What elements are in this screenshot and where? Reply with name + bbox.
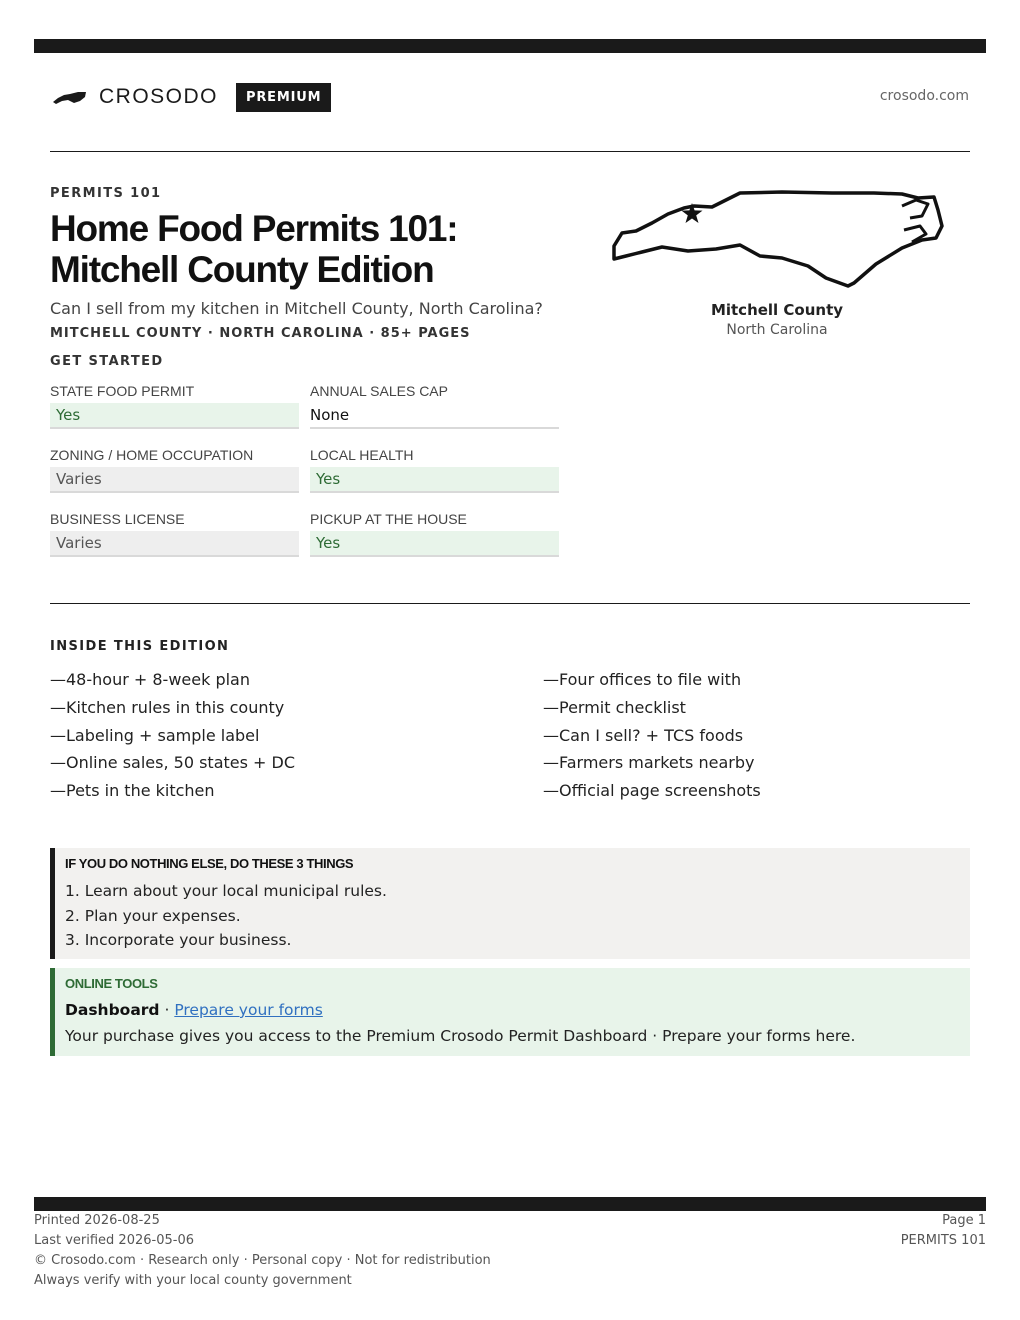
callout-title: ONLINE TOOLS [65, 976, 158, 991]
fact-label: ZONING / HOME OCCUPATION [50, 447, 254, 463]
fact-cell [50, 510, 299, 557]
header-divider [50, 151, 970, 152]
fact-value: Varies [50, 467, 299, 493]
page-number: Page 1 [942, 1213, 986, 1228]
list-item: —Official page screenshots [543, 781, 761, 801]
fact-value: Yes [310, 531, 559, 557]
dashboard-line [65, 999, 970, 1021]
fact-value: Yes [310, 467, 559, 493]
fact-label: ANNUAL SALES CAP [310, 383, 448, 399]
edition-meta: MITCHELL COUNTY · NORTH CAROLINA · 85+ PAGES [50, 326, 471, 341]
list-item: —48-hour + 8-week plan [50, 670, 250, 689]
dashboard-description: Your purchase gives you access to the Premium Crosodo Permit Dashboard · Prepare your forms here. [65, 1027, 856, 1045]
printed-date: Printed 2026-08-25 [34, 1213, 160, 1228]
fact-cell [310, 446, 559, 493]
fact-label: PICKUP AT THE HOUSE [310, 511, 467, 527]
inside-edition-heading: INSIDE THIS EDITION [50, 639, 230, 654]
state-map-illustration [612, 188, 944, 292]
list-item: —Online sales, 50 states + DC [50, 753, 296, 773]
fact-cell [310, 382, 559, 429]
list-item: 3. Incorporate your business. [65, 931, 292, 949]
get-started-heading: GET STARTED [50, 354, 164, 369]
page-subtitle: Can I sell from my kitchen in Mitchell County, North Carolina? [50, 299, 543, 318]
fact-value: None [310, 403, 559, 429]
three-things-list [65, 879, 970, 953]
section-kicker: PERMITS 101 [50, 186, 162, 201]
list-item: —Can I sell? + TCS foods [543, 725, 744, 745]
copyright-notice: © Crosodo.com · Research only · Personal copy · Not for redistribution [34, 1253, 491, 1268]
list-item: —Four offices to file with [543, 670, 742, 689]
bottom-border-bar [34, 1197, 986, 1211]
list-item: 2. Plan your expenses. [65, 906, 241, 925]
fact-cell [50, 446, 299, 493]
inside-list-left [50, 666, 510, 805]
premium-badge: PREMIUM [236, 83, 331, 112]
facts-grid [50, 382, 559, 557]
footer-right [901, 1211, 986, 1251]
fact-cell [310, 510, 559, 557]
list-item: 1. Learn about your local municipal rules. [65, 882, 387, 900]
nc-state-logo-icon [52, 89, 88, 105]
fact-label: BUSINESS LICENSE [50, 511, 185, 527]
fact-value: Yes [50, 403, 299, 429]
list-item: —Kitchen rules in this county [50, 697, 285, 717]
list-item: —Pets in the kitchen [50, 781, 215, 801]
top-border-bar [34, 39, 986, 53]
map-state-label: North Carolina [726, 322, 828, 338]
footer-left [34, 1211, 491, 1291]
disclaimer: Always verify with your local county government [34, 1273, 352, 1288]
brand-name: CROSODO [99, 85, 219, 108]
prepare-forms-link[interactable]: Prepare your forms [174, 1001, 323, 1019]
page-title: Home Food Permits 101: Mitchell County Edition [50, 208, 458, 290]
brand-lockup [52, 82, 331, 112]
list-item: —Farmers markets nearby [543, 753, 755, 773]
fact-value: Varies [50, 531, 299, 557]
verified-date: Last verified 2026-05-06 [34, 1233, 194, 1248]
fact-label: LOCAL HEALTH [310, 447, 414, 463]
fact-cell [50, 382, 299, 429]
map-county-label: Mitchell County [710, 301, 844, 319]
separator: · [159, 1001, 175, 1019]
footer-section: PERMITS 101 [900, 1233, 986, 1248]
inside-list-right [543, 666, 963, 805]
list-item: —Permit checklist [543, 697, 686, 717]
online-tools-callout [50, 968, 970, 1056]
list-item: —Labeling + sample label [50, 725, 260, 745]
three-things-callout [50, 848, 970, 959]
dashboard-label: Dashboard [65, 1001, 160, 1019]
fact-label: STATE FOOD PERMIT [50, 383, 195, 399]
site-url[interactable]: crosodo.com [879, 88, 969, 104]
section-divider [50, 603, 970, 604]
callout-title: IF YOU DO NOTHING ELSE, DO THESE 3 THINGS [65, 856, 354, 871]
